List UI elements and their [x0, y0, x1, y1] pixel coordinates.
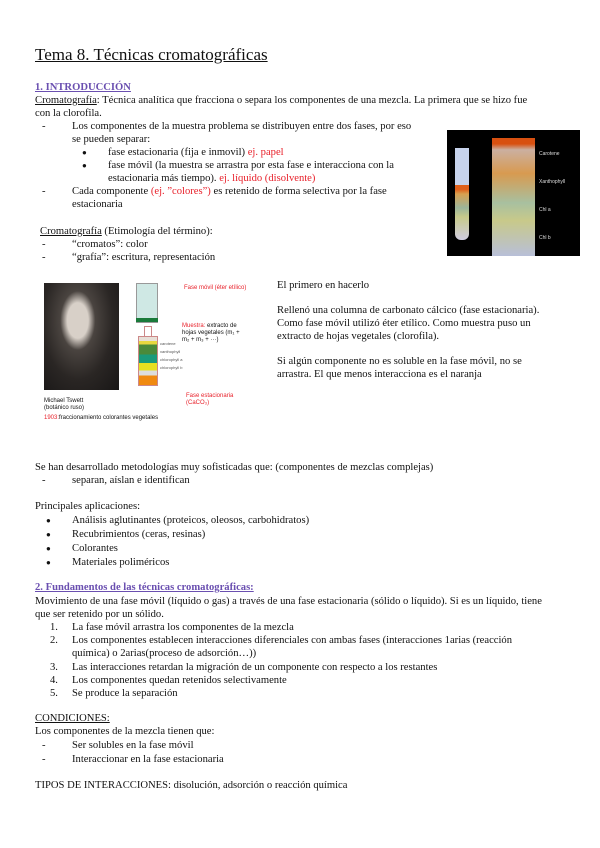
bullet-cont: estacionaria: [72, 199, 123, 210]
section-2-heading: 2. Fundamentos de las técnicas cromatográficas:: [35, 582, 254, 593]
mobile-phase-label: Fase móvil (éter etílico): [184, 285, 247, 291]
portrait-caption: Michael Tswett (botánico ruso) 1903:fraccionamiento colorantes vegetales: [44, 398, 159, 421]
definition: Cromatografía: Técnica analítica que fracciona o separa los componentes de una mezcla. La primera que se hizo fue: [35, 95, 528, 106]
numbered-item-cont: química) o 2arias(proceso de adsorción…)): [72, 648, 257, 659]
section-2-text: que ser retenido por un sólido.: [35, 609, 164, 620]
page-title: Tema 8. Técnicas cromatográficas: [35, 45, 268, 64]
tlc-labels: Carotene Xanthophyll Chl a Chl b: [539, 151, 566, 241]
bullet: - Los componentes de la muestra problema se distribuyen entre dos fases, por eso: [72, 120, 411, 133]
condition-item: - Ser solubles en la fase móvil: [72, 739, 194, 752]
methods-text: Se han desarrollado metodologías muy sofisticadas que: (componentes de mezclas complejas): [35, 462, 434, 473]
sub-bullet-cont: estacionaria más tiempo). ej. líquido (disolvente): [108, 173, 316, 184]
section-1-heading: 1. INTRODUCCIÓN: [35, 82, 131, 93]
sub-bullet: ● fase móvil (la muestra se arrastra por esta fase e interacciona con la: [108, 159, 394, 172]
bullet: - Cada componente (ej. ”colores”) es retenido de forma selectiva por la fase: [72, 185, 387, 198]
bullet: - “cromatos”: color: [72, 238, 148, 251]
side-text: Si algún componente no es soluble en la fase móvil, no se: [277, 356, 522, 367]
application-item: ● Colorantes: [72, 542, 118, 555]
chromatography-photo: [447, 130, 580, 256]
side-text: Como fase móvil utilizó éter etílico. Como muestra puso un: [277, 318, 531, 329]
condition-item: - Interaccionar en la fase estacionaria: [72, 753, 224, 766]
stationary-phase-label: Fase estacionaria (CaCO₃): [186, 393, 234, 406]
side-text: Rellenó una columna de carbonato cálcico (fase estacionaria).: [277, 305, 540, 316]
definition-cont: con la clorofila.: [35, 108, 102, 119]
applications-title: Principales aplicaciones:: [35, 501, 141, 512]
numbered-item: 1. La fase móvil arrastra los componentes de la mezcla: [50, 622, 294, 633]
sub-bullet: ● fase estacionaria (fija e inmovil) ej. papel: [108, 146, 284, 159]
numbered-item: 2. Los componentes establecen interacciones diferenciales con ambas fases (interacciones 1arias (reacción: [50, 635, 513, 646]
numbered-item: 3. Las interacciones retardan la migración de un componente con respecto a los restantes: [50, 662, 438, 673]
side-text: arrastra. El que menos interacciona es el naranja: [277, 369, 482, 380]
tswett-portrait: [44, 283, 119, 390]
sample-label: Muestra: extracto de hojas vegetales (m₁ + m₂ + m₃ + ···): [182, 323, 240, 343]
numbered-item: 5. Se produce la separación: [50, 688, 178, 699]
numbered-item: 4. Los componentes quedan retenidos selectivamente: [50, 675, 287, 686]
conditions-title: CONDICIONES:: [35, 713, 110, 724]
application-item: ● Materiales poliméricos: [72, 556, 169, 569]
conditions-text: Los componentes de la mezcla tienen que:: [35, 726, 215, 737]
bullet-cont: se pueden separar:: [72, 134, 151, 145]
side-text: El primero en hacerlo: [277, 280, 370, 291]
bullet: - separan, aíslan e identifican: [72, 474, 190, 487]
application-item: ● Recubrimientos (ceras, resinas): [72, 528, 205, 541]
interaction-types: TIPOS DE INTERACCIONES: disolución, adsorción o reacción química: [35, 780, 348, 791]
side-text: extracto de hojas vegetales (clorofila).: [277, 331, 440, 342]
application-item: ● Análisis aglutinantes (proteicos, oleosos, carbohidratos): [72, 514, 309, 527]
column-diagram: [130, 278, 270, 423]
section-2-text: Movimiento de una fase móvil (líquido o gas) a través de una fase estacionaria (sólido o líquido). Si es un líquido, tiene: [35, 596, 542, 607]
etymology-title: Cromatografía (Etimología del término):: [40, 226, 213, 237]
band-labels: carotene xanthophyll chlorophyll a chlorophyll b: [160, 341, 183, 370]
bullet: - “grafía”: escritura, representación: [72, 251, 215, 264]
